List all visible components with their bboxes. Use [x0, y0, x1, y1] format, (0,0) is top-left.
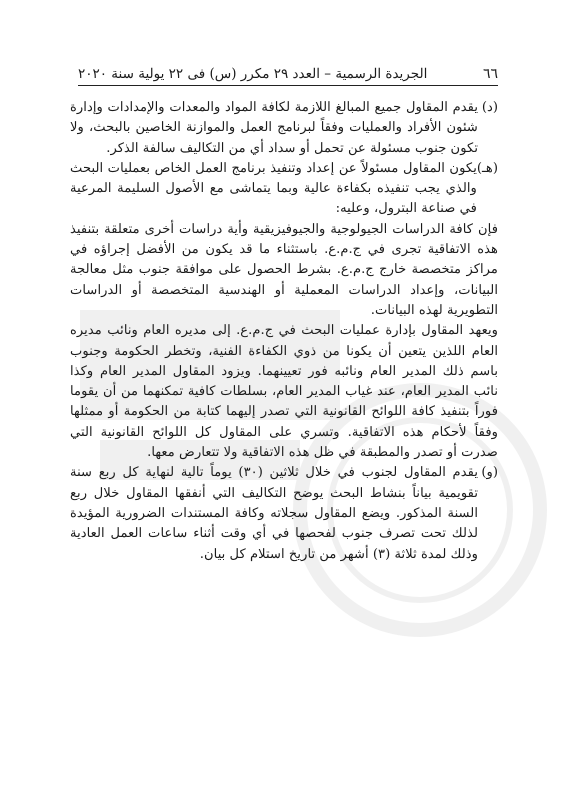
clause-d — [70, 98, 498, 159]
page-number: ٦٦ — [482, 66, 498, 82]
gazette-title: الجريدة الرسمية – العدد ٢٩ مكرر (س) فى ٢٢ يولية سنة ٢٠٢٠ — [78, 66, 428, 82]
clause-marker: (و) — [481, 465, 498, 481]
page-header — [78, 66, 498, 86]
paragraph-management: ويعهد المقاول بإدارة عمليات البحث في ج.م.ع. إلى مديره العام ونائب مديره العام اللذين يتعين أن يكونا من ذوي الكفاءة الفنية، وتخطر الحكومة وجنوب باسم ذلك المدير العام ونائبه فور تعيينهما. ويزود المقاول المدير العام وكذا نائب المدير العام، عند غياب المدير العام، بسلطات كافية تمكنهما من أن يقوما فوراً بتنفيذ كافة اللوائح القانونية التي تصدر إليهما كتابة من الحكومة أو ممثلها وفقاً لأحكام هذه الاتفاقية. وتسري على المقاول كل اللوائح القانونية التي صدرت أو تصدر والمطبقة في ظل هذه الاتفاقية ولا تتعارض معها. — [70, 323, 498, 461]
clause-marker: (هـ) — [476, 160, 498, 176]
clause-text: يقدم المقاول جميع المبالغ اللازمة لكافة المواد والمعدات والإمدادات وإدارة شئون الأفراد والعمليات وفقاً لبرنامج العمل والموازنة الخاصين بالبحث، ولا تكون جنوب مسئولة عن تحمل أو سداد أي من التكاليف سالفة الذكر. — [70, 100, 478, 156]
clause-text: يكون المقاول مسئولاً عن إعداد وتنفيذ برنامج العمل الخاص بعمليات البحث والذي يجب تنفيذه بكفاءة عالية وبما يتماشى مع الأصول السليمة المرعية في صناعة البترول، وعليه: — [70, 160, 477, 217]
paragraph-studies: فإن كافة الدراسات الجيولوجية والجيوفيزيقية وأية دراسات أخرى متعلقة بتنفيذ هذه الاتفاقية تجرى في ج.م.ع. باستثناء ما قد يكون من الأفضل إجراؤه في مراكز متخصصة خارج ج.م.ع. بشرط الحصول على موافقة جنوب مثل معالجة البيانات، وإعداد الدراسات المعملية أو الهندسية المتخصصة أو الدراسات التطويرية لهذه البيانات. — [70, 221, 498, 318]
clause-h — [70, 159, 498, 220]
page-body — [70, 98, 498, 565]
clause-w — [70, 463, 498, 564]
clause-text: يقدم المقاول لجنوب في خلال ثلاثين (٣٠) يوماً تالية لنهاية كل ربع سنة تقويمية بياناً بنشاط البحث يوضح التكاليف التي أنفقها المقاول خلال ربع السنة المذكور. ويضع المقاول سجلاته وكافة المستندات الضرورية المؤيدة لذلك تحت تصرف جنوب لفحصها في أي وقت أثناء ساعات العمل العادية وذلك لمدة ثلاثة (٣) أشهر من تاريخ استلام كل بيان. — [70, 465, 478, 562]
clause-marker: (د) — [481, 100, 498, 115]
